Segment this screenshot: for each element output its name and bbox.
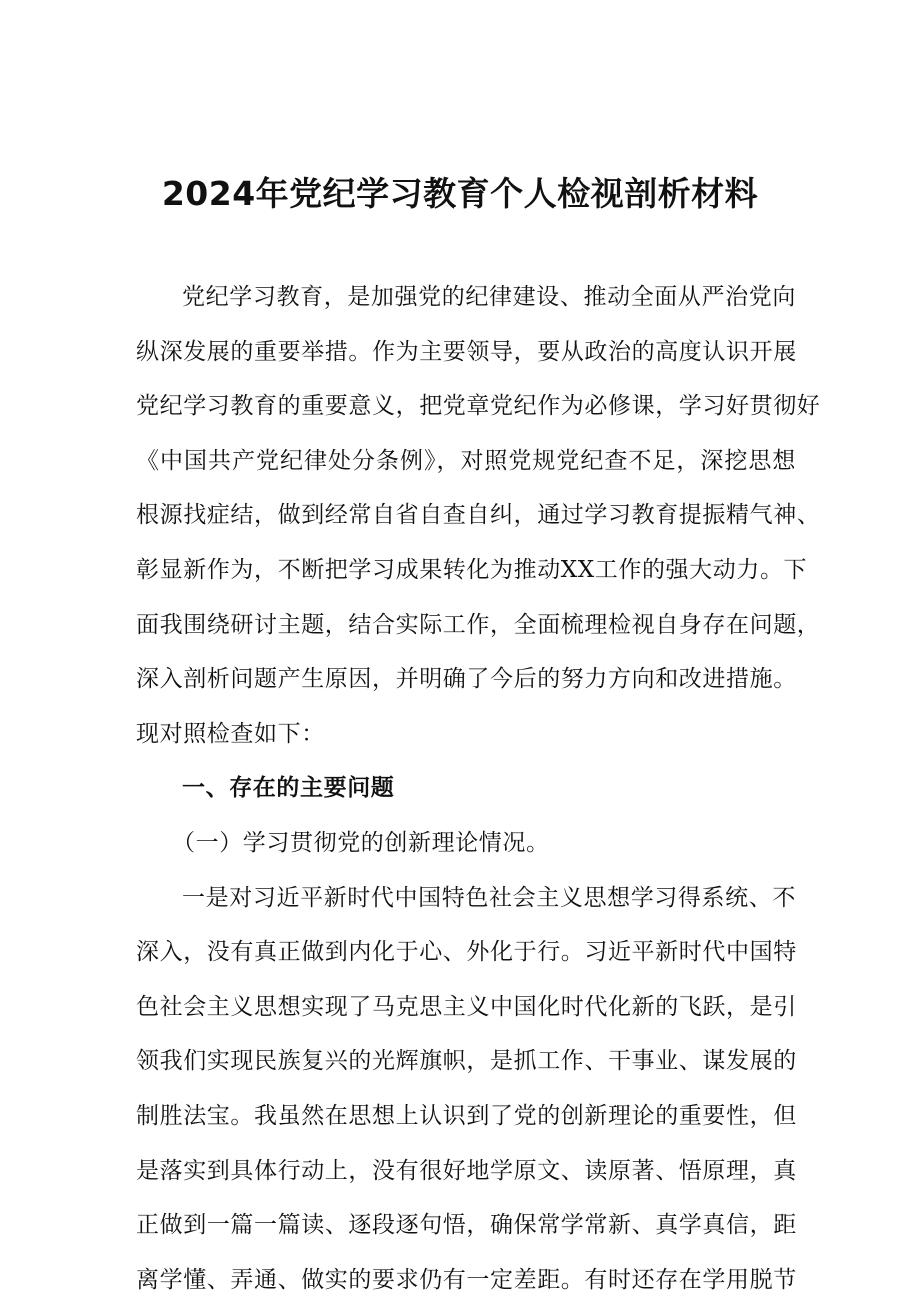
document-body	[136, 270, 821, 1307]
intro-line: 纵深发展的重要举措。作为主要领导，要从政治的高度认识开展	[136, 338, 797, 365]
section-heading: 一、存在的主要问题	[182, 775, 395, 802]
section-line: 一是对习近平新时代中国特色社会主义思想学习得系统、不	[182, 884, 796, 911]
intro-line: 《中国共产党纪律处分条例》，对照党规党纪查不足，深挖思想	[136, 447, 796, 474]
intro-line: 深入剖析问题产生原因，并明确了今后的努力方向和改进措施。	[136, 666, 797, 693]
intro-line: 党纪学习教育的重要意义，把党章党纪作为必修课，学习好贯彻好	[136, 393, 821, 420]
section-line: 正做到一篇一篇读、逐段逐句悟，确保常学常新、真学真信，距	[136, 1212, 797, 1239]
section-line: 制胜法宝。我虽然在思想上认识到了党的创新理论的重要性，但	[136, 1102, 797, 1129]
subsection-heading: （一）学习贯彻党的创新理论情况。	[172, 829, 550, 856]
section-line: 深入，没有真正做到内化于心、外化于行。习近平新时代中国特	[136, 939, 797, 966]
intro-line: 根源找症结，做到经常自省自查自纠，通过学习教育提振精气神、	[136, 502, 821, 529]
intro-line: 党纪学习教育，是加强党的纪律建设、推动全面从严治党向	[182, 284, 796, 310]
intro-line: 面我围绕研讨主题，结合实际工作，全面梳理检视自身存在问题，	[136, 611, 821, 638]
section-line: 色社会主义思想实现了马克思主义中国化时代化新的飞跃，是引	[136, 993, 797, 1020]
intro-line: 彰显新作为，不断把学习成果转化为推动XX工作的强大动力。下	[136, 556, 808, 583]
section-line: 是落实到具体行动上，没有很好地学原文、读原著、悟原理，真	[136, 1157, 797, 1184]
document-title: 2024年党纪学习教育个人检视剖析材料	[161, 174, 759, 213]
section-line: 离学懂、弄通、做实的要求仍有一定差距。有时还存在学用脱节	[136, 1266, 797, 1293]
intro-line: 现对照检查如下：	[136, 720, 325, 747]
section-line: 领我们实现民族复兴的光辉旗帜，是抓工作、干事业、谋发展的	[136, 1048, 797, 1075]
